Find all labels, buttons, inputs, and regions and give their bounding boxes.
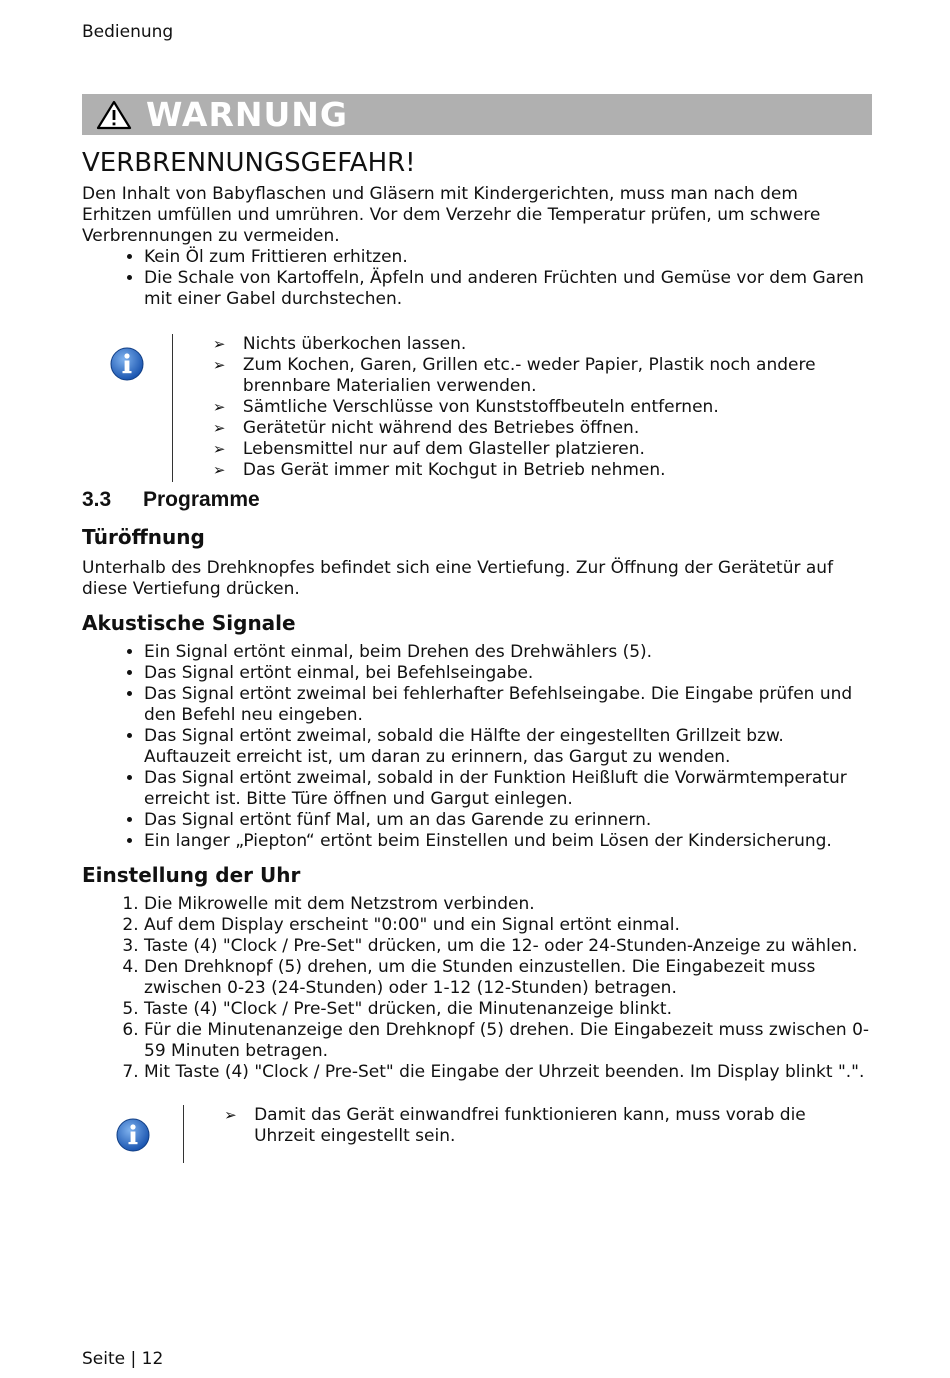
arrow-bullet-icon: ➢ — [212, 398, 226, 416]
list-item: 4. Den Drehknopf (5) drehen, um die Stunden einzustellen. Die Eingabezeit muss zwischen 0-23 (24-Stunden) oder 1-12 (12-Stunden) betragen. — [144, 957, 872, 999]
list-item: • Ein Signal ertönt einmal, beim Drehen des Drehwählers (5). — [144, 642, 872, 663]
list-item: ➢ Zum Kochen, Garen, Grillen etc.- weder Papier, Plastik noch andere brennbare Materialien verwenden. — [212, 355, 816, 396]
door-text: Unterhalb des Drehknopfes befindet sich eine Vertiefung. Zur Öffnung der Gerätetür auf diese Vertiefung drücken. — [82, 558, 834, 599]
warning-text: Den Inhalt von Babyflaschen und Gläsern mit Kindergerichten, muss man nach dem Erhitzen umfüllen und umrühren. Vor dem Verzehr die Temperatur prüfen, um schwere Verbrennungen zu vermeiden. — [82, 184, 821, 246]
page-footer: Seite | 12 — [82, 1349, 164, 1369]
info-box — [82, 334, 872, 482]
list-item: • Das Signal ertönt zweimal, sobald die Hälfte der eingestellten Grillzeit bzw. Auftauzeit erreicht ist, um daran zu erinnern, das Gargut zu wenden. — [144, 726, 872, 768]
list-item: ➢ Lebensmittel nur auf dem Glasteller platzieren. — [212, 439, 645, 459]
list-item: • Ein langer „Piepton“ ertönt beim Einstellen und beim Lösen der Kindersicherung. — [144, 831, 872, 852]
door-heading: Türöffnung — [82, 525, 205, 549]
list-item: • Das Signal ertönt fünf Mal, um an das Garende zu erinnern. — [144, 810, 872, 831]
arrow-bullet-icon: ➢ — [212, 419, 226, 437]
warning-bar — [82, 94, 872, 135]
list-item: ➢ Damit das Gerät einwandfrei funktionieren kann, muss vorab die Uhrzeit eingestellt sein. — [224, 1105, 806, 1146]
list-item: 3. Taste (4) "Clock / Pre-Set" drücken, um die 12- oder 24-Stunden-Anzeige zu wählen. — [144, 936, 872, 957]
info-list — [184, 1105, 872, 1163]
danger-title: VERBRENNUNGSGEFAHR! — [82, 148, 416, 178]
warning-label: WARNUNG — [146, 95, 348, 134]
list-item: • Das Signal ertönt einmal, bei Befehlseingabe. — [144, 663, 872, 684]
list-item: • Die Schale von Kartoffeln, Äpfeln und anderen Früchten und Gemüse vor dem Garen mit einer Gabel durchstechen. — [144, 268, 872, 310]
list-item: 2. Auf dem Display erscheint "0:00" und ein Signal ertönt einmal. — [144, 915, 872, 936]
arrow-bullet-icon: ➢ — [224, 1106, 237, 1124]
section-number: 3.3 — [82, 488, 112, 511]
list-item: 7. Mit Taste (4) "Clock / Pre-Set" die Eingabe der Uhrzeit beenden. Im Display blinkt ".". — [144, 1062, 872, 1083]
page-header: Bedienung — [82, 22, 174, 42]
list-item: • Das Signal ertönt zweimal, sobald in der Funktion Heißluft die Vorwärmtemperatur erreicht ist. Bitte Türe öffnen und Gargut einlegen. — [144, 768, 872, 810]
list-item: ➢ Das Gerät immer mit Kochgut in Betrieb nehmen. — [212, 460, 666, 480]
info-icon — [109, 346, 145, 482]
arrow-bullet-icon: ➢ — [212, 356, 226, 374]
list-item: ➢ Nichts überkochen lassen. — [212, 334, 467, 354]
list-item: • Kein Öl zum Frittieren erhitzen. — [144, 247, 872, 268]
info-icon — [115, 1117, 151, 1163]
list-item: 5. Taste (4) "Clock / Pre-Set" drücken, die Minutenanzeige blinkt. — [144, 999, 872, 1020]
signals-list — [82, 642, 872, 852]
clock-steps — [82, 894, 872, 1083]
warning-bullets — [82, 247, 872, 310]
info-box — [82, 1105, 872, 1163]
arrow-bullet-icon: ➢ — [212, 440, 226, 458]
list-item: 1. Die Mikrowelle mit dem Netzstrom verbinden. — [144, 894, 872, 915]
info-icon-column — [82, 334, 173, 482]
clock-heading: Einstellung der Uhr — [82, 863, 301, 887]
warning-triangle-icon — [82, 94, 146, 135]
signals-heading: Akustische Signale — [82, 611, 296, 635]
list-item: ➢ Gerätetür nicht während des Betriebes öffnen. — [212, 418, 640, 438]
arrow-bullet-icon: ➢ — [212, 335, 226, 353]
list-item: • Das Signal ertönt zweimal bei fehlerhafter Befehlseingabe. Die Eingabe prüfen und den Befehl neu eingeben. — [144, 684, 872, 726]
info-list — [173, 334, 872, 482]
page-content — [82, 94, 872, 1163]
section-heading — [82, 486, 872, 514]
list-item: ➢ Sämtliche Verschlüsse von Kunststoffbeuteln entfernen. — [212, 397, 719, 417]
info-icon-column — [82, 1105, 184, 1163]
list-item: 6. Für die Minutenanzeige den Drehknopf (5) drehen. Die Eingabezeit muss zwischen 0-59 Minuten betragen. — [144, 1020, 872, 1062]
arrow-bullet-icon: ➢ — [212, 461, 226, 479]
section-title: Programme — [143, 488, 260, 511]
